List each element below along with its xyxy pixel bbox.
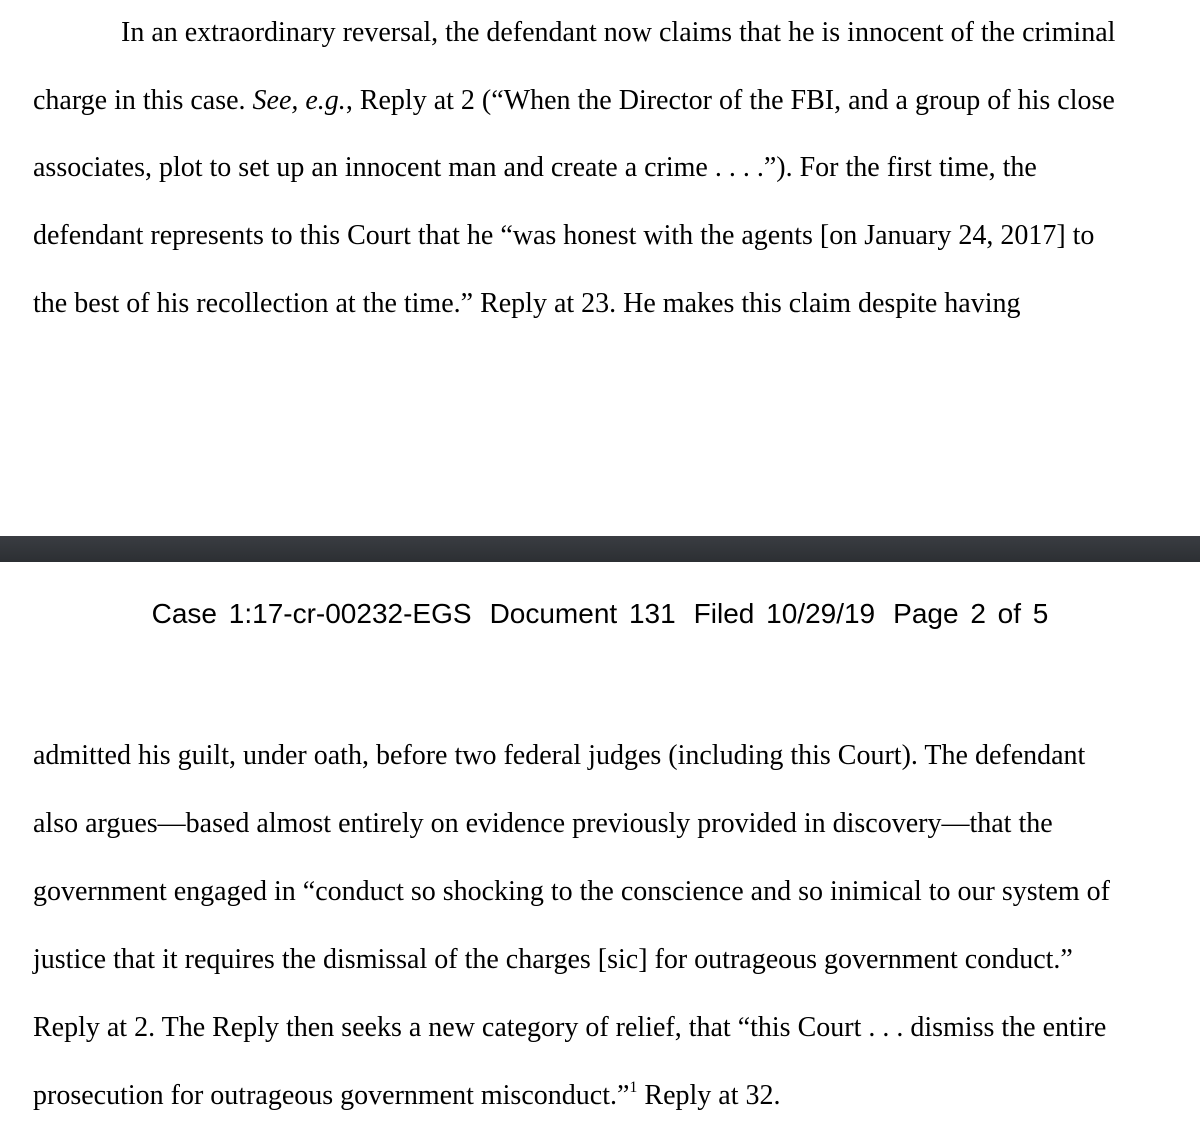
text-line-3: associates, plot to set up an innocent man and create a crime . . . .”). For the first time, the [33, 152, 1037, 183]
footnote-marker: 1 [629, 1079, 638, 1096]
document-number: Document 131 [489, 598, 676, 629]
case-number: Case 1:17-cr-00232-EGS [151, 598, 472, 629]
page-2-top-section [0, 562, 1200, 1128]
text-line-7: also argues—based almost entirely on evidence previously provided in discovery—that the [33, 808, 1053, 839]
case-header [0, 594, 1200, 634]
text-line-8: government engaged in “conduct so shocking to the conscience and so inimical to our system of [33, 876, 1110, 907]
text-line-4: defendant represents to this Court that he “was honest with the agents [on January 24, 2017] to [33, 220, 1095, 251]
text-line-2: charge in this case. See, e.g., Reply at 2 (“When the Director of the FBI, and a group of his close [33, 85, 1115, 116]
text-line-11: prosecution for outrageous government misconduct.”$^1$ Reply at 32. [33, 1079, 781, 1111]
text-line-5: the best of his recollection at the time.” Reply at 23. He makes this claim despite having [33, 288, 1021, 319]
page-number: Page 2 of 5 [893, 598, 1049, 629]
page-separator [0, 536, 1200, 562]
text-line-9: justice that it requires the dismissal of the charges [sic] for outrageous government conduct.” [33, 944, 1073, 975]
filed-date: Filed 10/29/19 [693, 598, 876, 629]
text-line-10: Reply at 2. The Reply then seeks a new category of relief, that “this Court . . . dismiss the entire [33, 1012, 1107, 1043]
italic-citation-signal: See, e.g. [252, 85, 346, 116]
text-line-6: admitted his guilt, under oath, before two federal judges (including this Court). The defendant [33, 740, 1086, 771]
page-1-bottom-section [0, 0, 1200, 536]
text-line-1: In an extraordinary reversal, the defendant now claims that he is innocent of the criminal [121, 17, 1116, 48]
